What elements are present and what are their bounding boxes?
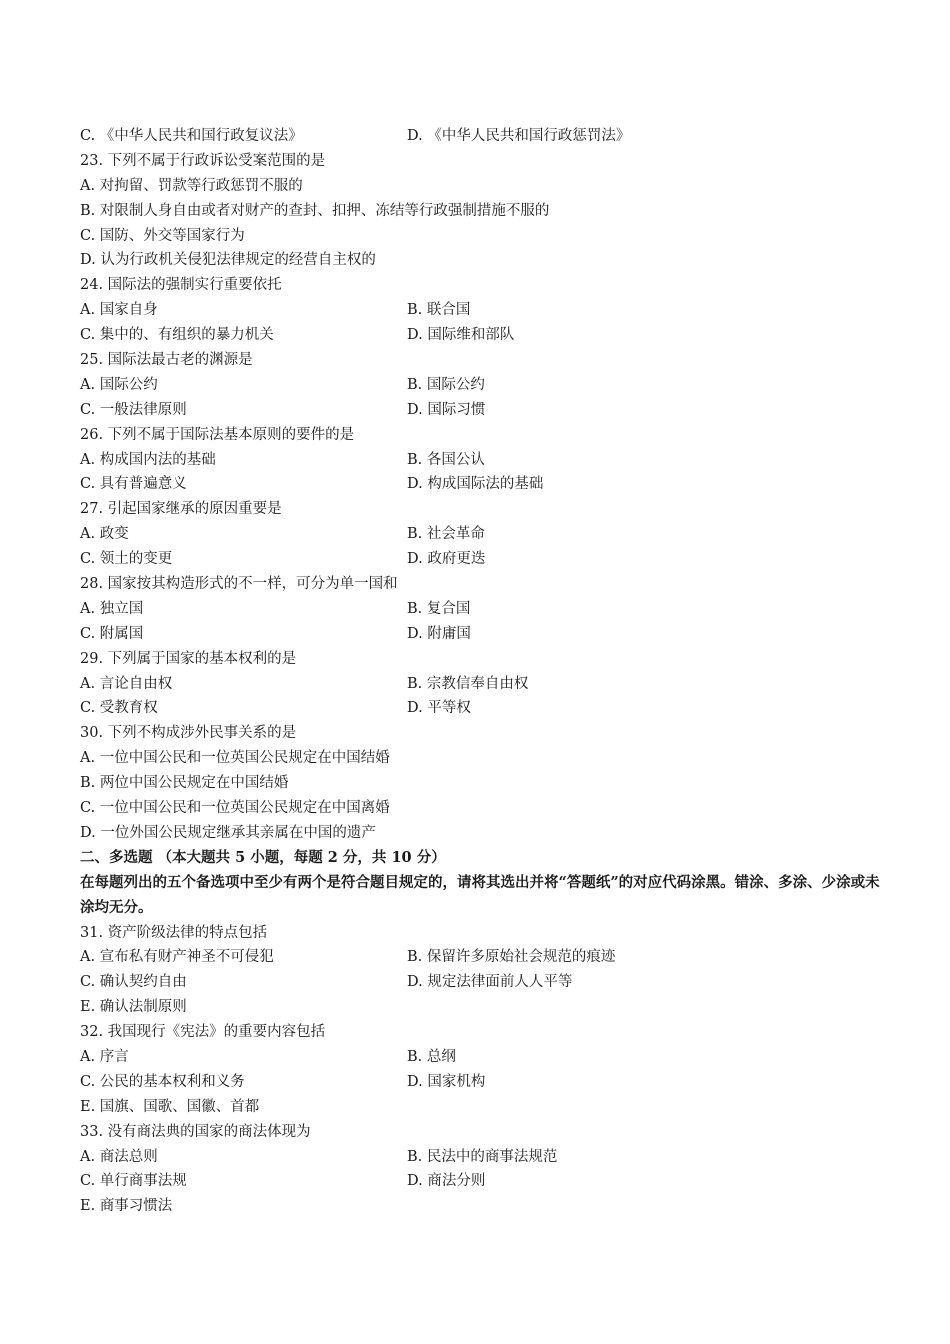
question-30-option-a: A. 一位中国公民和一位英国公民规定在中国结婚 [80,750,390,767]
question-23-option-b: B. 对限制人身自由或者对财产的查封、扣押、冻结等行政强制措施不服的 [80,202,550,219]
option-d: D. 《中华人民共和国行政惩罚法》 [407,128,631,144]
option-c: C. 《中华人民共和国行政复议法》 [80,128,303,144]
question-31-option-d: D. 规定法律面前人人平等 [407,974,573,991]
question-23-option-c: C. 国防、外交等国家行为 [80,227,245,244]
question-24-option-b: B. 联合国 [407,302,471,319]
question-31-option-a: A. 宣布私有财产神圣不可侵犯 [80,949,274,966]
question-23-option-d: D. 认为行政机关侵犯法律规定的经营自主权的 [80,252,376,269]
question-27-stem: 27. 引起国家继承的原因重要是 [80,501,282,518]
question-27-row-ab [80,522,880,547]
question-30-option-b: B. 两位中国公民规定在中国结婚 [80,775,289,792]
question-33-stem: 33. 没有商法典的国家的商法体现为 [80,1123,311,1140]
question-33-row-ab [80,1145,880,1170]
question-26-option-d: D. 构成国际法的基础 [407,476,544,493]
option-row [80,124,880,149]
question-28-option-a: A. 独立国 [80,600,144,617]
exam-content [80,124,880,1219]
question-31-option-c: C. 确认契约自由 [80,974,187,991]
question-29-option-b: B. 宗教信奉自由权 [407,675,529,692]
question-27-option-d: D. 政府更迭 [407,551,486,568]
question-31-option-e: E. 确认法制原则 [80,999,187,1016]
question-29-stem: 29. 下列属于国家的基本权利的是 [80,650,297,667]
question-28-stem: 28. 国家按其构造形式的不一样，可分为单一国和 [80,576,398,593]
question-32-option-b: B. 总纲 [407,1048,456,1065]
question-32-option-c: C. 公民的基本权利和义务 [80,1073,245,1090]
question-30-stem: 30. 下列不构成涉外民事关系的是 [80,725,297,742]
question-33-option-c: C. 单行商事法规 [80,1173,187,1190]
question-32-option-d: D. 国家机构 [407,1073,486,1090]
question-23-stem: 23. 下列不属于行政诉讼受案范围的是 [80,152,326,169]
question-32-option-a: A. 序言 [80,1048,129,1065]
question-31-row-cd [80,970,880,995]
question-25-row-ab [80,373,880,398]
question-33-option-d: D. 商法分则 [407,1173,486,1190]
question-29-row-ab [80,672,880,697]
question-27-row-cd [80,547,880,572]
question-32-row-cd [80,1070,880,1095]
question-25-option-b: B. 国际公约 [407,376,485,393]
section-heading: 二、多选题 （本大题共 5 小题，每题 2 分，共 10 分） [80,848,446,866]
question-25-row-cd [80,398,880,423]
question-33-option-a: A. 商法总则 [80,1148,158,1165]
question-32-option-e: E. 国旗、国歌、国徽、首都 [80,1098,260,1115]
question-28-option-c: C. 附属国 [80,625,144,642]
section-instructions: 在每题列出的五个备选项中至少有两个是符合题目规定的，请将其选出并将“答题纸”的对应代码涂黑。错涂、多涂、少涂或未涂均无分。 [80,873,880,916]
question-23-option-a: A. 对拘留、罚款等行政惩罚不服的 [80,177,303,194]
question-24-row-cd [80,323,880,348]
question-29-row-cd [80,696,880,721]
question-25-stem: 25. 国际法最古老的渊源是 [80,352,253,369]
question-33-option-e: E. 商事习惯法 [80,1198,173,1215]
question-33-option-b: B. 民法中的商事法规范 [407,1148,558,1165]
question-27-option-a: A. 政变 [80,526,129,543]
question-27-option-c: C. 领土的变更 [80,551,173,568]
question-31-row-ab [80,945,880,970]
question-24-option-a: A. 国家自身 [80,302,158,319]
question-32-stem: 32. 我国现行《宪法》的重要内容包括 [80,1024,326,1041]
question-31-stem: 31. 资产阶级法律的特点包括 [80,924,268,941]
question-25-option-c: C. 一般法律原则 [80,401,187,418]
question-26-stem: 26. 下列不属于国际法基本原则的要件的是 [80,426,355,443]
question-28-row-ab [80,597,880,622]
question-26-option-b: B. 各国公认 [407,451,485,468]
question-27-option-b: B. 社会革命 [407,526,485,543]
question-24-option-d: D. 国际维和部队 [407,327,515,344]
question-26-option-a: A. 构成国内法的基础 [80,451,216,468]
question-25-option-a: A. 国际公约 [80,376,158,393]
question-30-option-d: D. 一位外国公民规定继承其亲属在中国的遗产 [80,824,376,841]
question-29-option-d: D. 平等权 [407,700,471,717]
question-25-option-d: D. 国际习惯 [407,401,486,418]
question-29-option-a: A. 言论自由权 [80,675,173,692]
question-29-option-c: C. 受教育权 [80,700,158,717]
question-26-option-c: C. 具有普遍意义 [80,476,187,493]
question-33-row-cd [80,1169,880,1194]
question-30-option-c: C. 一位中国公民和一位英国公民规定在中国离婚 [80,800,390,817]
question-28-option-b: B. 复合国 [407,600,471,617]
question-26-row-ab [80,448,880,473]
question-24-option-c: C. 集中的、有组织的暴力机关 [80,327,274,344]
question-24-stem: 24. 国际法的强制实行重要依托 [80,277,282,294]
question-31-option-b: B. 保留许多原始社会规范的痕迹 [407,949,616,966]
question-26-row-cd [80,472,880,497]
question-24-row-ab [80,298,880,323]
question-32-row-ab [80,1045,880,1070]
question-28-row-cd [80,622,880,647]
question-28-option-d: D. 附庸国 [407,625,471,642]
